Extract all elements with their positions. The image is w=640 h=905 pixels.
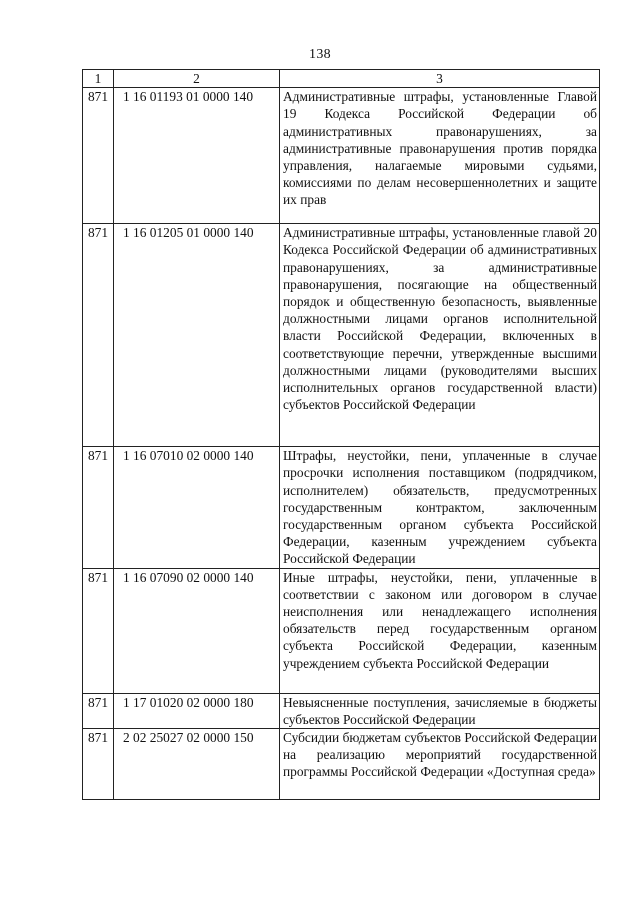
header-col-1: 1 xyxy=(83,70,114,88)
description-cell: Штрафы, неустойки, пени, уплаченные в случае просрочки исполнения поставщиком (подрядчиком, исполнителем) обязательств, предусмотренных государственным контрактом, заключенным государственным органом субъекта Российской Федерации, казенным учреждением субъекта Российской Федерации xyxy=(280,447,600,568)
description-cell: Административные штрафы, установленные Главой 19 Кодекса Российской Федерации об административных правонарушениях, за административные правонарушения против порядка управления, налагаемые мировыми судьями, комиссиями по делам несовершеннолетних и защите их прав xyxy=(280,88,600,224)
description-cell: Субсидии бюджетам субъектов Российской Федерации на реализацию мероприятий государственной программы Российской Федерации «Доступная среда» xyxy=(280,729,600,800)
table-row xyxy=(83,447,600,568)
header-col-2: 2 xyxy=(114,70,280,88)
header-col-3: 3 xyxy=(280,70,600,88)
table-row xyxy=(83,693,600,728)
admin-code-cell: 871 xyxy=(83,729,114,800)
admin-code-cell: 871 xyxy=(83,693,114,728)
page-number: 138 xyxy=(309,47,331,62)
budget-code-cell: 1 16 01205 01 0000 140 xyxy=(114,224,280,447)
table-row xyxy=(83,224,600,447)
table-row xyxy=(83,88,600,224)
description-cell: Невыясненные поступления, зачисляемые в бюджеты субъектов Российской Федерации xyxy=(280,693,600,728)
admin-code-cell: 871 xyxy=(83,568,114,693)
admin-code-cell: 871 xyxy=(83,88,114,224)
budget-code-table xyxy=(82,69,600,800)
table-header-row xyxy=(83,70,600,88)
budget-code-cell: 1 16 01193 01 0000 140 xyxy=(114,88,280,224)
table-row xyxy=(83,568,600,693)
admin-code-cell: 871 xyxy=(83,224,114,447)
budget-code-cell: 1 17 01020 02 0000 180 xyxy=(114,693,280,728)
table-row xyxy=(83,729,600,800)
admin-code-cell: 871 xyxy=(83,447,114,568)
budget-code-cell: 2 02 25027 02 0000 150 xyxy=(114,729,280,800)
budget-code-cell: 1 16 07090 02 0000 140 xyxy=(114,568,280,693)
budget-code-cell: 1 16 07010 02 0000 140 xyxy=(114,447,280,568)
description-cell: Иные штрафы, неустойки, пени, уплаченные в соответствии с законом или договором в случае неисполнения или ненадлежащего исполнения обязательств перед государственным органом субъекта Российской Федерации, казенным учреждением субъекта Российской Федерации xyxy=(280,568,600,693)
description-cell: Административные штрафы, установленные главой 20 Кодекса Российской Федерации об административных правонарушениях, за административные правонарушения, посягающие на общественный порядок и общественную безопасность, выявленные должностными лицами органов исполнительной власти Российской Федерации, включенных в соответствующие перечни, утвержденные высшими должностными лицами (руководителями высших исполнительных органов государственной власти) субъектов Российской Федерации xyxy=(280,224,600,447)
